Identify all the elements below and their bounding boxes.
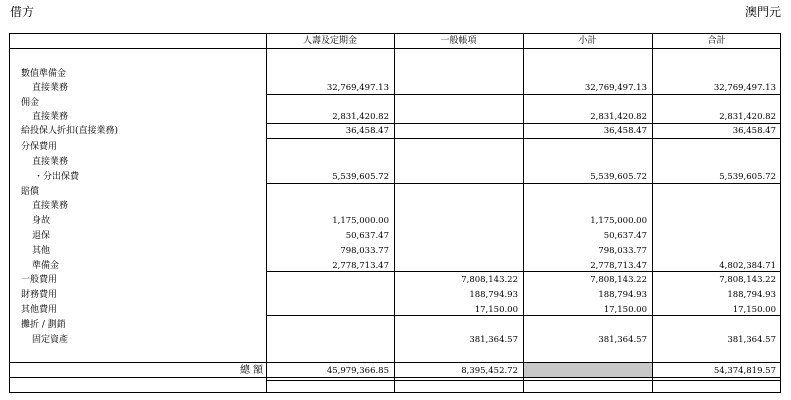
row-label: 其他 <box>32 246 51 256</box>
row-value: 188,794.93 <box>727 290 776 300</box>
row-label: 其他費用 <box>21 305 58 315</box>
total-top-rule <box>9 362 781 363</box>
row-label: ・分出保費 <box>34 172 80 182</box>
row-value: 188,794.93 <box>598 290 647 300</box>
row-value: 188,794.93 <box>469 290 518 300</box>
row-label: 給投保人折扣(直接業務) <box>21 126 119 136</box>
row-value: 5,539,605.72 <box>332 172 389 182</box>
row-value: 2,778,713.47 <box>332 261 389 271</box>
row-value: 2,831,420.82 <box>719 112 776 122</box>
row-label: 身故 <box>32 216 51 226</box>
row-value: 381,364.57 <box>469 335 518 345</box>
row-value: 17,150.00 <box>474 305 518 315</box>
row-label: 直接業務 <box>32 112 69 122</box>
row-label: 準備金 <box>32 261 60 271</box>
row-value: 7,808,143.22 <box>590 275 647 285</box>
row-value: 798,033.77 <box>340 246 389 256</box>
total-value: 54,374,819.57 <box>713 366 776 376</box>
header-rule <box>9 48 781 49</box>
row-value: 17,150.00 <box>603 305 647 315</box>
row-value: 2,831,420.82 <box>332 112 389 122</box>
row-value: 36,458.47 <box>345 126 389 136</box>
row-label: 攤折 / 劃銷 <box>21 320 66 330</box>
row-label: 直接業務 <box>32 201 69 211</box>
row-label: 數值準備金 <box>21 69 67 79</box>
row-label: 直接業務 <box>32 157 69 167</box>
row-value: 32,769,497.13 <box>584 83 647 93</box>
row-value: 32,769,497.13 <box>713 83 776 93</box>
row-value: 1,175,000.00 <box>332 216 389 226</box>
row-label: 直接業務 <box>32 83 69 93</box>
column-header: 一般帳項 <box>440 36 477 46</box>
row-label: 一般費用 <box>21 275 58 285</box>
currency-label: 澳門元 <box>744 5 781 19</box>
column-header: 小計 <box>578 36 597 46</box>
total-label: 總 額 <box>240 365 264 376</box>
row-value: 32,769,497.13 <box>326 83 389 93</box>
row-value: 2,778,713.47 <box>590 261 647 271</box>
section-rule <box>266 123 781 124</box>
row-value: 381,364.57 <box>598 335 647 345</box>
row-value: 1,175,000.00 <box>590 216 647 226</box>
row-value: 5,539,605.72 <box>590 172 647 182</box>
section-rule <box>266 138 781 139</box>
row-label: 賠償 <box>21 187 40 197</box>
row-value: 7,808,143.22 <box>461 275 518 285</box>
row-value: 50,637.47 <box>345 231 389 241</box>
row-label: 分保費用 <box>21 142 58 152</box>
row-value: 36,458.47 <box>603 126 647 136</box>
row-value: 5,539,605.72 <box>719 172 776 182</box>
debit-label: 借方 <box>10 5 35 19</box>
section-rule <box>266 94 781 95</box>
row-value: 7,808,143.22 <box>719 275 776 285</box>
row-value: 381,364.57 <box>727 335 776 345</box>
row-value: 2,831,420.82 <box>590 112 647 122</box>
total-subtotal-shade <box>524 363 652 377</box>
row-value: 50,637.47 <box>603 231 647 241</box>
row-value: 4,802,384.71 <box>719 261 776 271</box>
row-label: 固定資產 <box>32 335 69 345</box>
row-label: 佣金 <box>21 98 40 108</box>
total-double-rule <box>266 380 781 381</box>
row-value: 798,033.77 <box>598 246 647 256</box>
section-rule <box>266 183 781 184</box>
row-label: 退保 <box>32 231 51 241</box>
row-label: 財務費用 <box>21 290 58 300</box>
total-value: 8,395,452.72 <box>461 366 518 376</box>
column-header: 合計 <box>707 36 726 46</box>
column-header: 人壽及定期金 <box>302 36 357 46</box>
total-bottom-rule <box>9 377 781 378</box>
total-value: 45,979,366.85 <box>326 366 389 376</box>
row-value: 17,150.00 <box>732 305 776 315</box>
row-value: 36,458.47 <box>732 126 776 136</box>
